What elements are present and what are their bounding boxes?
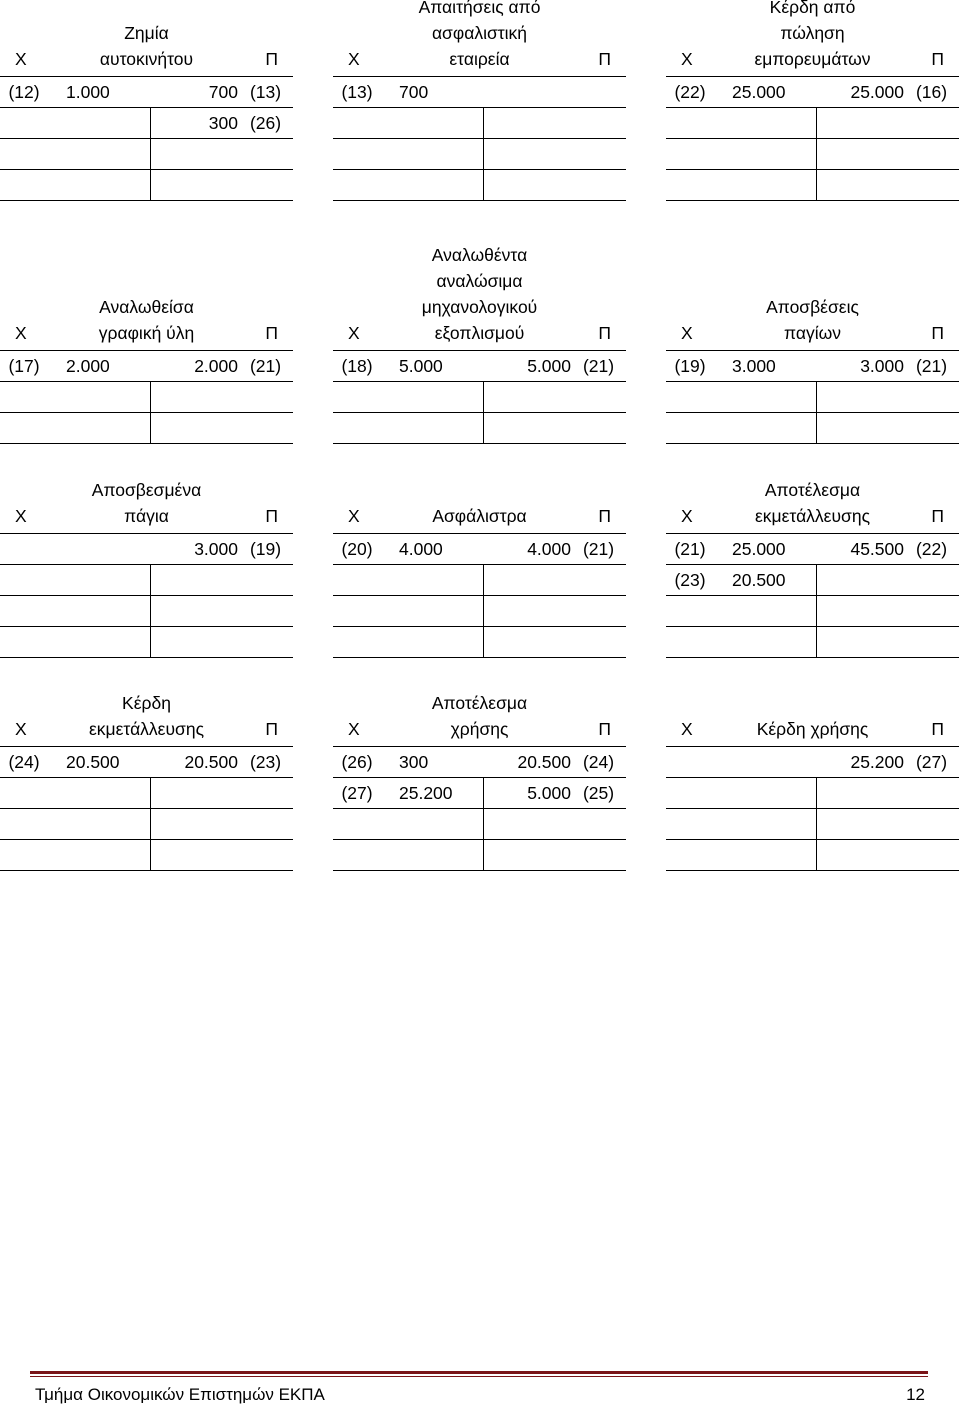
account-entry-row (333, 778, 626, 809)
account-title-line: Αποσβέσεις (766, 297, 859, 317)
t-account (333, 686, 626, 871)
account-title-line: πώληση (780, 23, 845, 43)
account-header (333, 686, 626, 747)
credit-amount: 300 (208, 113, 238, 133)
account-header (666, 0, 959, 77)
account-title-line: Κέρδη (122, 693, 171, 713)
debit-ref: (21) (674, 539, 706, 559)
credit-amount: 5.000 (527, 356, 571, 376)
account-entry-row (666, 77, 959, 108)
account-title (708, 477, 917, 529)
account-entry-row (333, 351, 626, 382)
debit-ref: (18) (341, 356, 373, 376)
account-title (42, 477, 251, 529)
account-entry-row (333, 77, 626, 108)
account-entry-row (0, 108, 293, 139)
credit-ref: (16) (915, 82, 948, 102)
t-account (333, 473, 626, 658)
debit-ref: (24) (8, 752, 40, 772)
credit-ref: (24) (582, 752, 615, 772)
credit-ref: (21) (582, 356, 615, 376)
credit-side-label: Π (598, 49, 611, 69)
account-entry-row (333, 809, 626, 840)
t-account (666, 473, 959, 658)
account-entry-row (333, 170, 626, 201)
debit-side-label: Χ (348, 719, 360, 739)
debit-ref: (12) (8, 82, 40, 102)
debit-side-label: Χ (681, 49, 693, 69)
debit-amount: 5.000 (399, 356, 443, 376)
t-account (0, 686, 293, 871)
account-title-line: πάγια (124, 506, 169, 526)
debit-ref: (26) (341, 752, 373, 772)
account-title (375, 503, 584, 529)
credit-amount: 700 (208, 82, 238, 102)
debit-amount: 300 (399, 752, 429, 772)
account-entry-row (333, 747, 626, 778)
credit-ref: (27) (915, 752, 948, 772)
footer-rule-thick (30, 1371, 928, 1374)
account-header (666, 686, 959, 747)
account-entry-row (666, 139, 959, 170)
account-entry-row (666, 596, 959, 627)
account-entry-row (0, 778, 293, 809)
t-account (0, 473, 293, 658)
credit-ref: (19) (249, 539, 282, 559)
account-title (42, 20, 251, 72)
debit-amount: 700 (399, 82, 429, 102)
account-entry-row (333, 627, 626, 658)
account-title-line: Αναλωθέντα (431, 245, 528, 265)
account-entry-row (333, 565, 626, 596)
credit-ref: (22) (915, 539, 948, 559)
credit-ref: (26) (249, 113, 282, 133)
account-entry-row (333, 139, 626, 170)
account-title-line: Κέρδη χρήσης (756, 719, 869, 739)
t-account (333, 240, 626, 444)
credit-ref: (25) (582, 783, 615, 803)
account-header (666, 473, 959, 534)
account-title-line: χρήσης (450, 719, 509, 739)
account-header (0, 240, 293, 351)
debit-ref: (27) (341, 783, 373, 803)
credit-amount: 25.200 (850, 752, 904, 772)
debit-amount: 25.000 (732, 82, 786, 102)
debit-amount: 1.000 (66, 82, 110, 102)
t-account (666, 240, 959, 444)
debit-ref: (19) (674, 356, 706, 376)
account-title-line: Αποτέλεσμα (431, 693, 528, 713)
account-title-line: εμπορευμάτων (754, 49, 871, 69)
account-header (0, 686, 293, 747)
debit-side-label: Χ (681, 719, 693, 739)
debit-amount: 4.000 (399, 539, 443, 559)
account-title-line: ασφαλιστική (431, 23, 528, 43)
debit-amount: 3.000 (732, 356, 776, 376)
credit-ref: (21) (249, 356, 282, 376)
credit-amount: 3.000 (194, 539, 238, 559)
account-title-line: Αποτέλεσμα (764, 480, 861, 500)
account-header (333, 240, 626, 351)
account-entry-row (666, 351, 959, 382)
account-entry-row (0, 809, 293, 840)
account-title-line: Αποσβεσμένα (91, 480, 202, 500)
t-account (666, 686, 959, 871)
credit-side-label: Π (931, 323, 944, 343)
account-title (42, 690, 251, 742)
credit-side-label: Π (265, 506, 278, 526)
credit-amount: 20.500 (517, 752, 571, 772)
debit-side-label: Χ (681, 323, 693, 343)
account-entry-row (333, 840, 626, 871)
account-entry-row (666, 840, 959, 871)
credit-side-label: Π (598, 719, 611, 739)
credit-ref: (21) (915, 356, 948, 376)
account-title-line: μηχανολογικού (421, 297, 538, 317)
account-title-line: εκμετάλλευσης (754, 506, 871, 526)
account-entry-row (0, 77, 293, 108)
credit-side-label: Π (265, 719, 278, 739)
account-entry-row (666, 170, 959, 201)
account-entry-row (0, 565, 293, 596)
credit-ref: (23) (249, 752, 282, 772)
account-entry-row (666, 413, 959, 444)
t-account (0, 0, 293, 201)
debit-side-label: Χ (681, 506, 693, 526)
account-title-line: εξοπλισμού (434, 323, 525, 343)
account-entry-row (666, 627, 959, 658)
account-entry-row (666, 108, 959, 139)
t-account (333, 0, 626, 201)
debit-amount: 25.200 (399, 783, 453, 803)
account-title-line: αναλώσιμα (436, 271, 523, 291)
credit-side-label: Π (265, 49, 278, 69)
debit-side-label: Χ (15, 506, 27, 526)
debit-side-label: Χ (348, 323, 360, 343)
account-entry-row (333, 596, 626, 627)
credit-side-label: Π (931, 719, 944, 739)
credit-amount: 20.500 (184, 752, 238, 772)
debit-ref: (13) (341, 82, 373, 102)
debit-amount: 20.500 (732, 570, 786, 590)
debit-ref: (22) (674, 82, 706, 102)
account-title (42, 294, 251, 346)
account-entry-row (0, 351, 293, 382)
account-entry-row (0, 139, 293, 170)
credit-ref: (21) (582, 539, 615, 559)
footer-page-number: 12 (906, 1385, 925, 1404)
account-entry-row (0, 382, 293, 413)
account-title-line: Κέρδη από (769, 0, 856, 17)
account-title-line: γραφική ύλη (98, 323, 195, 343)
account-entry-row (0, 747, 293, 778)
credit-amount: 4.000 (527, 539, 571, 559)
credit-side-label: Π (598, 323, 611, 343)
footer-rule-thin (30, 1376, 928, 1377)
account-header (333, 473, 626, 534)
debit-amount: 25.000 (732, 539, 786, 559)
debit-ref: (23) (674, 570, 706, 590)
debit-side-label: Χ (15, 719, 27, 739)
debit-side-label: Χ (15, 49, 27, 69)
account-title-line: εταιρεία (449, 49, 510, 69)
account-entry-row (0, 170, 293, 201)
account-title (375, 242, 584, 346)
account-entry-row (666, 747, 959, 778)
account-entry-row (666, 534, 959, 565)
account-title-line: Ασφάλιστρα (432, 506, 527, 526)
t-account (666, 0, 959, 201)
account-title (708, 0, 917, 72)
account-entry-row (666, 382, 959, 413)
credit-amount: 45.500 (850, 539, 904, 559)
account-header (0, 0, 293, 77)
account-entry-row (0, 596, 293, 627)
debit-ref: (20) (341, 539, 373, 559)
credit-amount: 5.000 (527, 783, 571, 803)
account-title (375, 0, 584, 72)
debit-side-label: Χ (348, 49, 360, 69)
account-entry-row (666, 809, 959, 840)
credit-amount: 2.000 (194, 356, 238, 376)
account-title-line: Ζημία (124, 23, 169, 43)
account-entry-row (333, 108, 626, 139)
account-title (708, 294, 917, 346)
account-title (708, 716, 917, 742)
t-account (0, 240, 293, 444)
debit-ref: (17) (8, 356, 40, 376)
account-entry-row (0, 627, 293, 658)
credit-side-label: Π (931, 506, 944, 526)
account-entry-row (333, 534, 626, 565)
account-title-line: εκμετάλλευσης (88, 719, 205, 739)
account-header (666, 240, 959, 351)
account-header (333, 0, 626, 77)
account-title-line: Απαιτήσεις από (418, 0, 541, 17)
debit-amount: 20.500 (66, 752, 120, 772)
credit-side-label: Π (598, 506, 611, 526)
account-title (375, 690, 584, 742)
account-title-line: παγίων (784, 323, 841, 343)
credit-ref: (13) (249, 82, 282, 102)
account-header (0, 473, 293, 534)
account-entry-row (0, 534, 293, 565)
credit-side-label: Π (931, 49, 944, 69)
account-entry-row (666, 778, 959, 809)
account-title-line: Αναλωθείσα (99, 297, 194, 317)
account-title-line: αυτοκινήτου (99, 49, 194, 69)
footer-department: Τμήμα Οικονομικών Επιστημών ΕΚΠΑ (35, 1385, 325, 1404)
credit-amount: 25.000 (850, 82, 904, 102)
debit-amount: 2.000 (66, 356, 110, 376)
debit-side-label: Χ (348, 506, 360, 526)
debit-side-label: Χ (15, 323, 27, 343)
credit-side-label: Π (265, 323, 278, 343)
account-entry-row (0, 413, 293, 444)
account-entry-row (666, 565, 959, 596)
credit-amount: 3.000 (860, 356, 904, 376)
account-entry-row (333, 382, 626, 413)
account-entry-row (0, 840, 293, 871)
account-entry-row (333, 413, 626, 444)
